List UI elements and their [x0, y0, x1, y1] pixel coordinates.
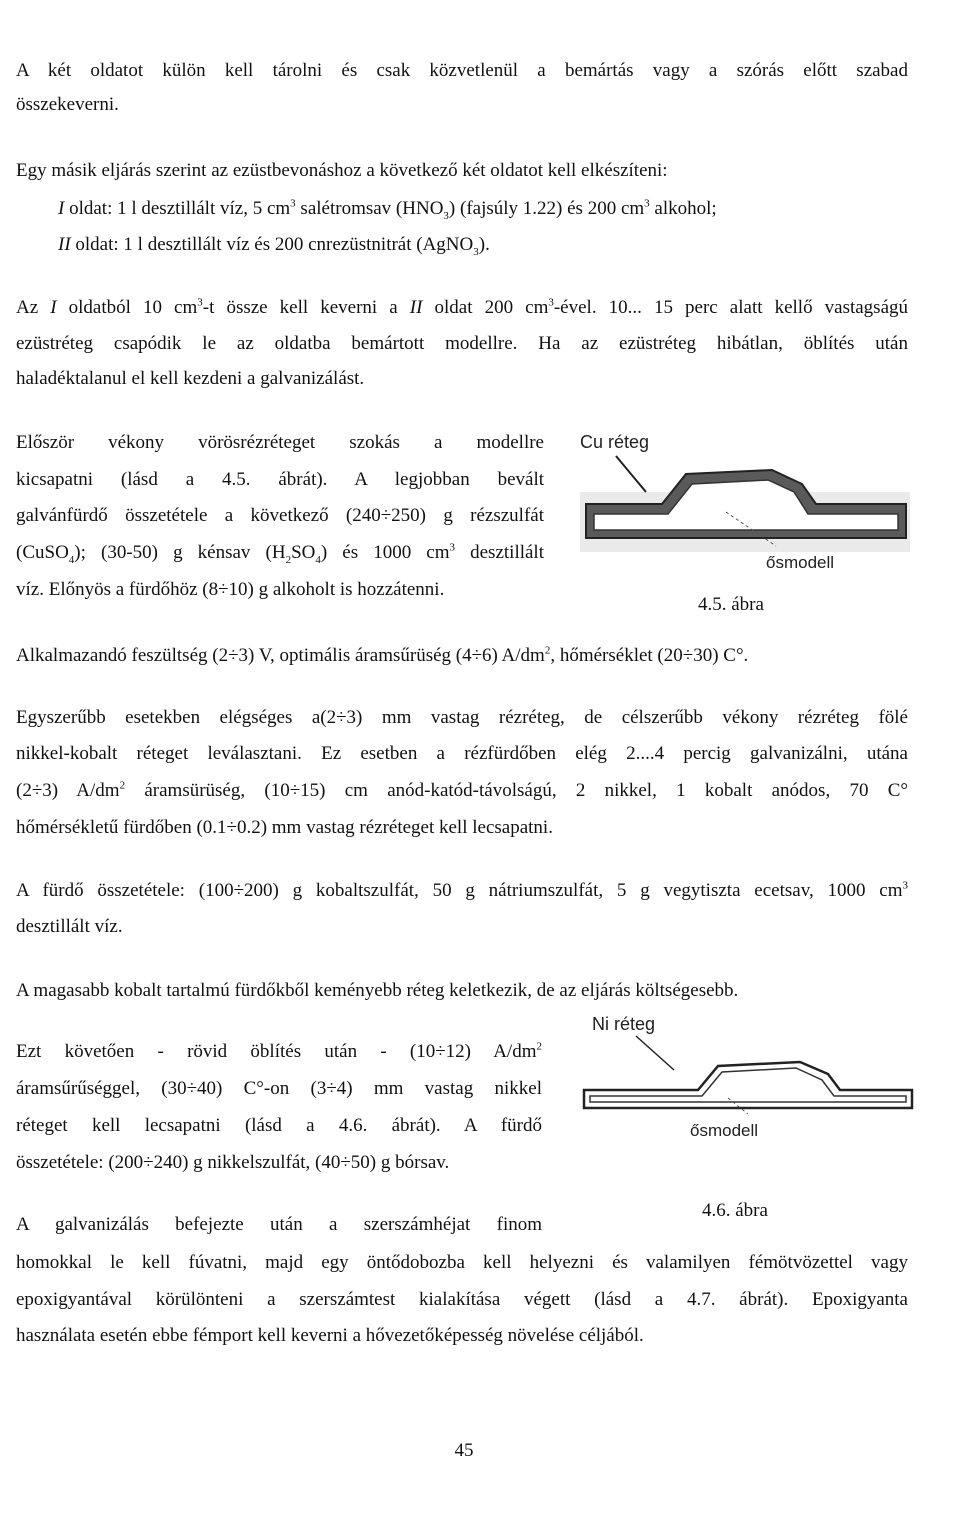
paragraph-5 [16, 645, 748, 667]
sup: 2 [544, 644, 551, 657]
solution-2-label: II [58, 234, 71, 255]
paragraph-3-line-2: ezüstréteg csapódik le az oldatba bemártott modellre. Ha az ezüstréteg hibátlan, öblítés után [16, 333, 908, 354]
sup: 3 [290, 197, 296, 210]
text: Alkalmazandó feszültség (2÷3) V, optimális áramsűrüség (4÷6) A/dm [16, 645, 545, 666]
sub: 4 [68, 553, 75, 566]
text: Az [16, 297, 51, 318]
text: oldatból 10 cm [56, 297, 198, 318]
paragraph-10-line-3: epoxigyantával körülönteni a szerszámtest kialakítása végett (lásd a 4.7. ábrát). Epoxigyanta [16, 1289, 908, 1310]
figure-4-6-label-bottom: ősmodell [690, 1121, 759, 1140]
paragraph-4-line-5: víz. Előnyös a fürdőhöz (8÷10) g alkoholt is hozzátenni. [16, 579, 445, 600]
paragraph-10-line-1: A galvanizálás befejezte után a szerszámhéjat finom [16, 1214, 542, 1235]
solution-1 [58, 198, 717, 220]
text: ) (fajsúly 1.22) és 200 cm [448, 198, 645, 219]
paragraph-10-line-4: használata esetén ebbe fémport kell keverni a hővezetőképesség növelése céljából. [16, 1325, 644, 1346]
paragraph-4-line-2: kicsapatni (lásd a 4.5. ábrát). A legjobban bevált [16, 469, 544, 490]
sup: 2 [536, 1040, 542, 1053]
paragraph-4-line-1: Először vékony vörösrézréteget szokás a modellre [16, 432, 544, 453]
sup: 3 [197, 296, 203, 309]
text: -t össze kell keverni a [202, 297, 410, 318]
italic: II [409, 297, 423, 318]
text: áramsürüség, (10÷15) cm anód-katód-távolságú, 2 nikkel, 1 kobalt anódos, 70 C° [125, 780, 908, 801]
solution-1-label: I [58, 198, 65, 219]
paragraph-4-line-4 [16, 542, 544, 564]
paragraph-6-line-1: Egyszerűbb esetekben elégséges a(2÷3) mm vastag rézréteg, de célszerűbb vékony rézréteg fölé [16, 707, 908, 728]
figure-4-5-label-bottom: ősmodell [766, 553, 835, 572]
figure-4-6-caption: 4.6. ábra [702, 1200, 768, 1221]
sub: 4 [315, 553, 321, 566]
text: (CuSO [16, 542, 69, 563]
figure-4-5-caption: 4.5. ábra [698, 594, 764, 615]
figure-4-6 [578, 1010, 918, 1150]
paragraph-1-line-1: A két oldatot külön kell tárolni és csak közvetlenül a bemártás vagy a szórás előtt szabad [16, 60, 908, 81]
figure-4-6-drawing [578, 1010, 918, 1150]
paragraph-3-line-3: haladéktalanul el kell kezdeni a galvanizálást. [16, 368, 365, 389]
solutions-intro: Egy másik eljárás szerint az ezüstbevonáshoz a következő két oldatot kell elkészíteni: [16, 160, 668, 181]
page-number: 45 [454, 1440, 474, 1461]
text: A fürdő összetétele: (100÷200) g kobaltszulfát, 50 g nátriumszulfát, 5 g vegytiszta ecetsav, 1000 cm [16, 880, 903, 901]
text: SO [291, 542, 316, 563]
figure-4-5 [576, 428, 912, 578]
text: salétromsav (HNO [295, 198, 444, 219]
sub: 3 [473, 245, 479, 258]
paragraph-8: A magasabb kobalt tartalmú fürdőkből keményebb réteg keletkezik, de az eljárás költségesebb. [16, 980, 739, 1001]
figure-4-5-drawing [576, 428, 912, 578]
text: oldat: 1 l desztillált víz és 200 cnrezüstnitrát (AgNO [70, 234, 474, 255]
paragraph-4-line-3: galvánfürdő összetétele a következő (240÷250) g rézszulfát [16, 505, 544, 526]
paragraph-7-line-1 [16, 880, 908, 902]
paragraph-9-line-1 [16, 1041, 542, 1063]
paragraph-1-line-2: összekeverni. [16, 94, 119, 115]
text: ) és 1000 cm [320, 542, 450, 563]
paragraph-3-line-1 [16, 297, 908, 319]
paragraph-6-line-2: nikkel-kobalt réteget leválasztani. Ez esetben a rézfürdőben elég 2....4 percig galvanizálni, utána [16, 743, 908, 764]
figure-4-6-label-top: Ni réteg [592, 1014, 656, 1034]
text: ). [478, 234, 490, 255]
text: Ezt követően - rövid öblítés után - (10÷12) A/dm [16, 1041, 537, 1062]
text: alkohol; [649, 198, 717, 219]
text: (2÷3) A/dm [16, 780, 120, 801]
paragraph-10-line-2: homokkal le kell fúvatni, majd egy öntődobozba kell helyezni és valamilyen fémötvözettel vagy [16, 1252, 908, 1273]
solution-2 [58, 234, 490, 256]
figure-4-6-base-model [590, 1068, 906, 1102]
paragraph-6-line-3 [16, 780, 908, 802]
sup: 3 [548, 296, 554, 309]
sup: 3 [902, 879, 908, 892]
paragraph-6-line-4: hőmérsékletű fürdőben (0.1÷0.2) mm vastag rézréteget kell lecsapatni. [16, 817, 553, 838]
figure-4-5-label-top: Cu réteg [580, 432, 650, 452]
paragraph-9-line-4: összetétele: (200÷240) g nikkelszulfát, (40÷50) g bórsav. [16, 1152, 450, 1173]
paragraph-9-line-2: áramsűrűséggel, (30÷40) C°-on (3÷4) mm vastag nikkel [16, 1078, 542, 1099]
paragraph-7-line-2: desztillált víz. [16, 916, 123, 937]
sup: 3 [644, 197, 650, 210]
sub: 3 [443, 209, 449, 222]
figure-4-5-leader-top [616, 456, 646, 492]
sup: 3 [449, 541, 456, 554]
sub: 2 [285, 553, 292, 566]
text: desztillált [455, 542, 544, 563]
italic: I [50, 297, 57, 318]
text: oldat: 1 l desztillált víz, 5 cm [64, 198, 291, 219]
figure-4-6-leader-top [636, 1036, 674, 1070]
text: oldat 200 cm [422, 297, 549, 318]
text: , hőmérséklet (20÷30) C°. [550, 645, 749, 666]
paragraph-9-line-3: réteget kell lecsapatni (lásd a 4.6. ábrát). A fürdő [16, 1115, 542, 1136]
text: ); (30-50) g kénsav (H [74, 542, 286, 563]
sup: 2 [119, 779, 126, 792]
text: -ével. 10... 15 perc alatt kellő vastagságú [553, 297, 909, 318]
